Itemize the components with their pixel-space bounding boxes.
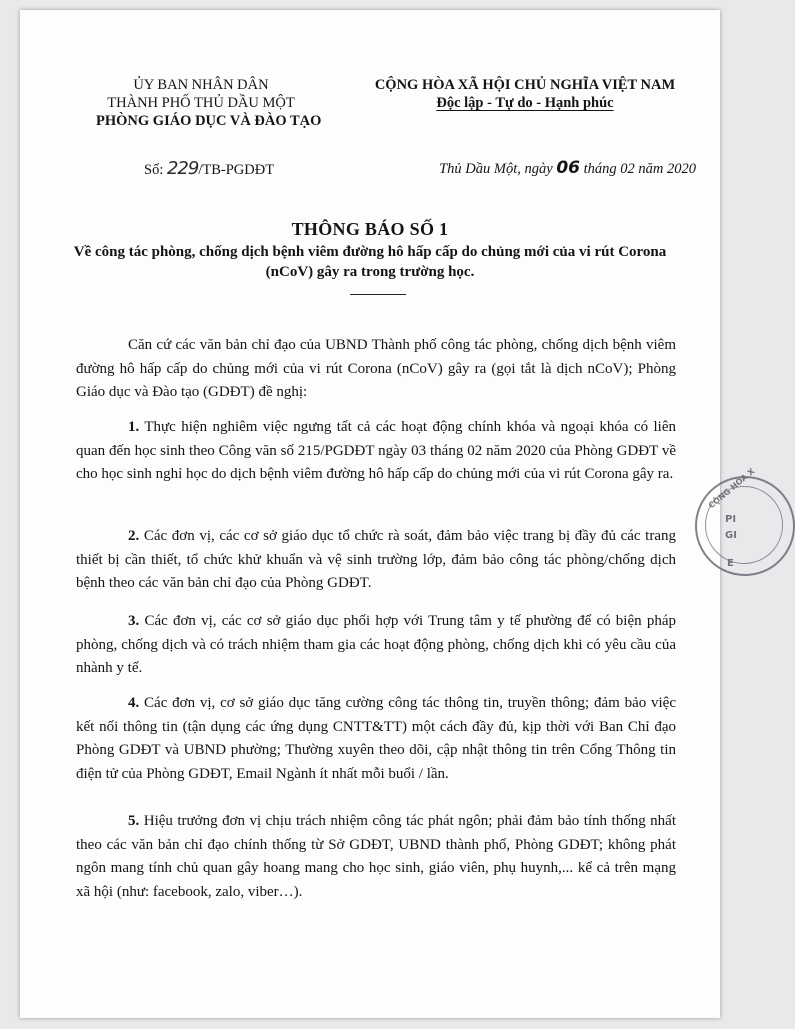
- item-text: Các đơn vị, các cơ sở giáo dục phối hợp với Trung tâm y tế phường để có biện pháp phòng, chống dịch và có trách nhiệm tham gia các hoạt động phòng, chống dịch khi có yêu cầu của nhành y tế.: [76, 613, 676, 676]
- item-number: 2.: [128, 528, 140, 544]
- doc-number-prefix: Số:: [144, 162, 164, 178]
- issuing-agency: [96, 76, 322, 130]
- title-rule: [350, 294, 406, 295]
- date-prefix: Thủ Dầu Một, ngày: [439, 161, 553, 177]
- nation-line-1: CỘNG HÒA XÃ HỘI CHỦ NGHĨA VIỆT NAM: [374, 77, 676, 93]
- document-number: [144, 158, 274, 179]
- item-number: 1.: [128, 419, 140, 435]
- nation-line-2: Độc lập - Tự do - Hạnh phúc: [436, 95, 614, 111]
- date-day-handwritten: 06: [556, 158, 580, 178]
- item-text: Thực hiện nghiêm việc ngưng tất cả các hoạt động chính khóa và ngoại khóa có liên quan đến học sinh theo Công văn số 215/PGDĐT ngày 03 tháng 02 năm 2020 của Phòng GDĐT về cho học sinh nghỉ học do dịch bệnh viêm đường hô hấp cấp do chủng mới của vi rút Corona gây ra.: [76, 419, 677, 482]
- notice-subtitle: Về công tác phòng, chống dịch bệnh viêm đường hô hấp cấp do chủng mới của vi rút Corona (nCoV) gây ra trong trường học.: [73, 244, 667, 280]
- seal-letter: PI: [725, 514, 737, 525]
- document-date: [439, 158, 696, 178]
- item-1: [76, 416, 676, 487]
- item-text: Các đơn vị, các cơ sở giáo dục tổ chức rà soát, đảm bảo việc trang bị đầy đủ các trang thiết bị cần thiết, tổ chức khử khuẩn và vệ sinh trường lớp, đảm bảo công tác phòng/chống dịch bệnh theo các văn bản chỉ đạo của Phòng GDĐT.: [76, 528, 676, 591]
- official-seal: [695, 466, 795, 576]
- date-suffix: tháng 02 năm 2020: [583, 161, 696, 177]
- item-number: 5.: [128, 813, 140, 829]
- item-2: [76, 525, 676, 596]
- national-motto: [350, 76, 700, 112]
- item-text: Các đơn vị, cơ sở giáo dục tăng cường công tác thông tin, truyền thông; đảm bảo việc kết nối thông tin (tận dụng các ứng dụng CNTT&TT) một cách đầy đủ, kịp thời với Ban Chỉ đạo Phòng GDĐT và UBND phường; Thường xuyên theo dõi, cập nhật thông tin trên Cổng Thông tin điện tử của Phòng GDĐT, Email Ngành ít nhất mỗi buổi / lần.: [76, 695, 677, 782]
- item-number: 4.: [128, 695, 140, 711]
- item-3: [76, 610, 676, 681]
- seal-letter: E: [727, 558, 734, 569]
- notice-title: THÔNG BÁO SỐ 1: [291, 219, 449, 239]
- seal-arc-text: CỘNG HÒA X: [706, 466, 757, 511]
- intro-text: Căn cứ các văn bản chỉ đạo của UBND Thành phố công tác phòng, chống dịch bệnh viêm đường hô hấp cấp do chủng mới của vi rút Corona (nCoV) gây ra (gọi tắt là dịch nCoV); Phòng Giáo dục và Đào tạo (GDĐT) đề nghị:: [76, 337, 676, 400]
- intro-paragraph: [76, 334, 676, 405]
- agency-line-3: PHÒNG GIÁO DỤC VÀ ĐÀO TẠO: [96, 113, 322, 129]
- item-text: Hiệu trưởng đơn vị chịu trách nhiệm công tác phát ngôn; phải đảm bảo tính thống nhất theo các văn bản chỉ đạo chính thống từ Sở GDĐT, UBND thành phố, Phòng GDĐT; không phát ngôn mang tính chủ quan gây hoang mang cho học sinh, giáo viên, phụ huynh,... kể cả trên mạng xã hội (như: facebook, zalo, viber…).: [76, 813, 677, 900]
- agency-line-1: ỦY BAN NHÂN DÂN: [133, 77, 269, 93]
- item-5: [76, 810, 676, 904]
- document-page: [20, 10, 757, 1018]
- agency-line-2: THÀNH PHỐ THỦ DẦU MỘT: [107, 95, 295, 111]
- item-number: 3.: [128, 613, 140, 629]
- doc-number-handwritten: 229: [166, 158, 199, 179]
- seal-letter: GI: [725, 530, 737, 541]
- item-4: [76, 692, 676, 786]
- doc-number-suffix: /TB-PGDĐT: [198, 162, 275, 178]
